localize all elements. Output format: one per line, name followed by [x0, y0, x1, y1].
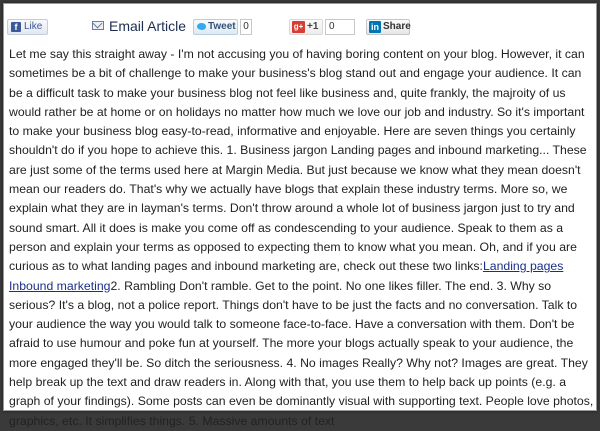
social-share-toolbar [4, 4, 596, 42]
article-body [9, 45, 594, 431]
linkedin-share-button[interactable] [366, 19, 410, 35]
facebook-icon: f [11, 22, 21, 32]
landing-pages-link[interactable]: Landing pages [482, 259, 564, 274]
article-text-continued: 2. Rambling Don't ramble. Get to the point. No one likes filler. The end. 3. Why so serious? It's a blog, not a police report. Things don't have to be just the facts and no conversation. Talk to your audience the way you would talk to someone face-to-face. Have a conversation with them. Don't be afraid to use humour and poke fun at yourself. The more your blogs actually speak to your audience, the more engaged they'll be. So ditch the seriousness. 4. No images Really? Why not? Images are great. They help break up the text and draw readers in. Along with that, you use them to help back up points (e.g. a graph of your findings). Some posts can even be dominantly visual with supporting text. People love photos, graphics, etc. It simplifies things. 5. Massive amounts of text [9, 278, 594, 428]
like-label: Like [24, 21, 43, 32]
inbound-marketing-link[interactable]: Inbound marketing [9, 278, 111, 293]
mail-icon [92, 21, 104, 30]
email-article-label: Email Article [109, 18, 187, 34]
tweet-label: Tweet [208, 21, 236, 32]
tweet-count: 0 [240, 19, 252, 35]
plus-one-count: 0 [325, 19, 355, 35]
plus-one-label: +1 [307, 21, 319, 32]
article-text-intro: Let me say this straight away - I'm not accusing you of having boring content on your blog. However, it can sometimes be a bit of challenge to make your business's blog stand out and engage your audience. It can be a difficult task to make your business blog not feel like business and, quite frankly, the majroity of us would rather be at home or on holidays no matter how much we love our job and industry. So it's important to make your business blog easy-to-read, informative and enjoyable. Here are seven things you certainly shouldn't do if you hope to achieve this. 1. Business jargon Landing pages and inbound marketing... These are just some of the terms used here at Margin Media. But just because we know what they mean doesn't mean our readers do. That's why we actually have blogs that explain these industry terms. More so, we explain what they are in layman's terms. Don't throw around a whole lot of business jargon just to try and sound smart. All it does is make you come off as condescending to your audience. Speak to them as a person and explain your terms as opposed to expecting them to know what you mean. Oh, and if you are curious as to what landing pages and inbound marketing are, check out these two links: [9, 47, 587, 274]
article-panel [3, 3, 597, 428]
twitter-bird-icon [197, 23, 206, 30]
facebook-like-button[interactable] [7, 19, 48, 35]
tweet-button[interactable] [193, 19, 238, 35]
google-plus-icon: g+ [293, 22, 304, 31]
share-label: Share [383, 21, 411, 32]
google-plus-one-button[interactable] [289, 19, 323, 35]
linkedin-icon: in [371, 22, 379, 32]
